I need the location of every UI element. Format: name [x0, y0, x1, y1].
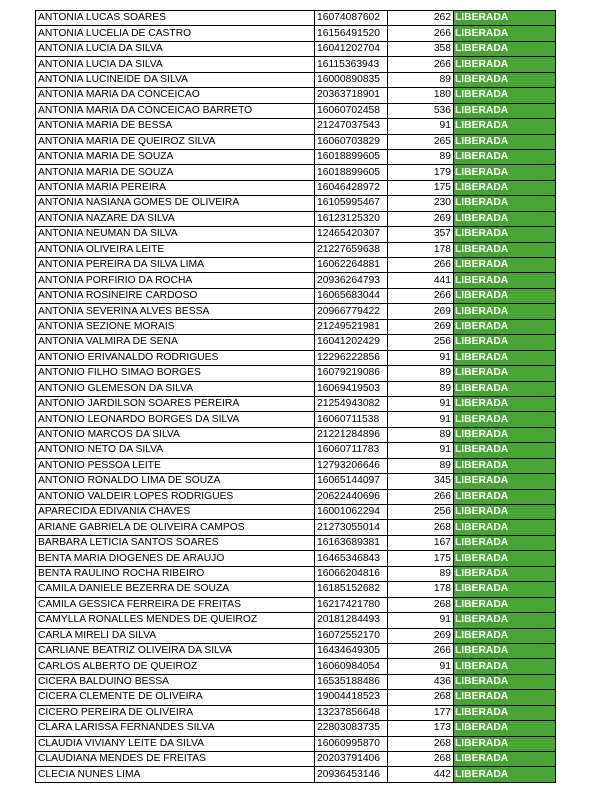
table-row: [36, 149, 556, 164]
id-cell: 16060703829: [315, 134, 388, 149]
id-cell: 16185152682: [315, 582, 388, 597]
id-cell: 16018899605: [315, 149, 388, 164]
value-cell: 358: [388, 41, 454, 56]
value-cell: 91: [388, 119, 454, 134]
value-cell: 262: [388, 11, 454, 26]
status-badge: LIBERADA: [454, 103, 556, 118]
value-cell: 179: [388, 165, 454, 180]
table-row: [36, 721, 556, 736]
status-badge: LIBERADA: [454, 597, 556, 612]
value-cell: 269: [388, 304, 454, 319]
table-row: [36, 520, 556, 535]
name-cell: BARBARA LETICIA SANTOS SOARES: [36, 535, 315, 550]
id-cell: 12465420307: [315, 227, 388, 242]
id-cell: 21273055014: [315, 520, 388, 535]
table-row: [36, 258, 556, 273]
value-cell: 89: [388, 458, 454, 473]
id-cell: 16163689381: [315, 535, 388, 550]
table-row: [36, 57, 556, 72]
status-badge: LIBERADA: [454, 319, 556, 334]
table-row: [36, 103, 556, 118]
name-cell: ANTONIA SEZIONE MORAIS: [36, 319, 315, 334]
table-row: [36, 474, 556, 489]
table-row: [36, 11, 556, 26]
id-cell: 16123125320: [315, 211, 388, 226]
name-cell: ANTONIA MARIA DA CONCEICAO: [36, 88, 315, 103]
status-badge: LIBERADA: [454, 196, 556, 211]
value-cell: 345: [388, 474, 454, 489]
value-cell: 89: [388, 149, 454, 164]
status-badge: LIBERADA: [454, 242, 556, 257]
status-badge: LIBERADA: [454, 443, 556, 458]
status-badge: LIBERADA: [454, 88, 556, 103]
id-cell: 16041202429: [315, 335, 388, 350]
name-cell: ANTONIA MARIA DE BESSA: [36, 119, 315, 134]
id-cell: 22803083735: [315, 721, 388, 736]
table-row: [36, 366, 556, 381]
id-cell: 16115363943: [315, 57, 388, 72]
id-cell: 21254943082: [315, 396, 388, 411]
table-row: [36, 690, 556, 705]
status-badge: LIBERADA: [454, 752, 556, 767]
status-badge: LIBERADA: [454, 335, 556, 350]
status-badge: LIBERADA: [454, 258, 556, 273]
status-badge: LIBERADA: [454, 366, 556, 381]
status-badge: LIBERADA: [454, 288, 556, 303]
name-cell: ANTONIA LUCIA DA SILVA: [36, 41, 315, 56]
id-cell: 19004418523: [315, 690, 388, 705]
status-badge: LIBERADA: [454, 489, 556, 504]
name-cell: ANTONIA NASIANA GOMES DE OLIVEIRA: [36, 196, 315, 211]
value-cell: 256: [388, 505, 454, 520]
id-cell: 16060711783: [315, 443, 388, 458]
table-row: [36, 196, 556, 211]
id-cell: 16046428972: [315, 180, 388, 195]
name-cell: ANTONIA NAZARE DA SILVA: [36, 211, 315, 226]
status-badge: LIBERADA: [454, 690, 556, 705]
status-badge: LIBERADA: [454, 674, 556, 689]
name-cell: CLAUDIA VIVIANY LEITE DA SILVA: [36, 736, 315, 751]
id-cell: 20203791406: [315, 752, 388, 767]
value-cell: 269: [388, 211, 454, 226]
table-row: [36, 319, 556, 334]
name-cell: CICERO PEREIRA DE OLIVEIRA: [36, 705, 315, 720]
table-row: [36, 427, 556, 442]
status-badge: LIBERADA: [454, 396, 556, 411]
value-cell: 256: [388, 335, 454, 350]
name-cell: ANTONIO MARCOS DA SILVA: [36, 427, 315, 442]
id-cell: 16018899605: [315, 165, 388, 180]
status-badge: LIBERADA: [454, 659, 556, 674]
name-cell: BENTA RAULINO ROCHA RIBEIRO: [36, 566, 315, 581]
value-cell: 266: [388, 258, 454, 273]
id-cell: 16060711538: [315, 412, 388, 427]
table-row: [36, 180, 556, 195]
value-cell: 268: [388, 752, 454, 767]
id-cell: 16069419503: [315, 381, 388, 396]
name-cell: ANTONIA VALMIRA DE SENA: [36, 335, 315, 350]
name-cell: ANTONIA LUCAS SOARES: [36, 11, 315, 26]
id-cell: 13237856648: [315, 705, 388, 720]
table-row: [36, 659, 556, 674]
name-cell: ANTONIO ERIVANALDO RODRIGUES: [36, 350, 315, 365]
status-badge: LIBERADA: [454, 582, 556, 597]
value-cell: 268: [388, 520, 454, 535]
id-cell: 16001062294: [315, 505, 388, 520]
name-cell: ANTONIA MARIA DE SOUZA: [36, 149, 315, 164]
value-cell: 441: [388, 273, 454, 288]
status-badge: LIBERADA: [454, 628, 556, 643]
id-cell: 16105995467: [315, 196, 388, 211]
status-badge: LIBERADA: [454, 505, 556, 520]
value-cell: 178: [388, 582, 454, 597]
value-cell: 91: [388, 613, 454, 628]
status-badge: LIBERADA: [454, 381, 556, 396]
status-badge: LIBERADA: [454, 736, 556, 751]
value-cell: 91: [388, 443, 454, 458]
name-cell: CLARA LARISSA FERNANDES SILVA: [36, 721, 315, 736]
table-row: [36, 211, 556, 226]
value-cell: 178: [388, 242, 454, 257]
id-cell: 20966779422: [315, 304, 388, 319]
name-cell: CICERA BALDUINO BESSA: [36, 674, 315, 689]
table-row: [36, 705, 556, 720]
status-badge: LIBERADA: [454, 412, 556, 427]
name-cell: CARLOS ALBERTO DE QUEIROZ: [36, 659, 315, 674]
table-body: [36, 11, 556, 783]
value-cell: 89: [388, 566, 454, 581]
id-cell: 16074087602: [315, 11, 388, 26]
table-row: [36, 381, 556, 396]
id-cell: 21227659638: [315, 242, 388, 257]
value-cell: 91: [388, 396, 454, 411]
table-row: [36, 643, 556, 658]
value-cell: 91: [388, 412, 454, 427]
beneficiary-table: [35, 10, 556, 783]
id-cell: 21247037543: [315, 119, 388, 134]
id-cell: 16062264881: [315, 258, 388, 273]
value-cell: 266: [388, 643, 454, 658]
name-cell: ANTONIA MARIA DE QUEIROZ SILVA: [36, 134, 315, 149]
name-cell: ANTONIA LUCELIA DE CASTRO: [36, 26, 315, 41]
id-cell: 20936453146: [315, 767, 388, 782]
id-cell: 16066204816: [315, 566, 388, 581]
value-cell: 89: [388, 427, 454, 442]
value-cell: 269: [388, 628, 454, 643]
value-cell: 180: [388, 88, 454, 103]
name-cell: ANTONIA PEREIRA DA SILVA LIMA: [36, 258, 315, 273]
id-cell: 12793206646: [315, 458, 388, 473]
status-badge: LIBERADA: [454, 350, 556, 365]
status-badge: LIBERADA: [454, 535, 556, 550]
value-cell: 91: [388, 659, 454, 674]
table-row: [36, 396, 556, 411]
id-cell: 16060995870: [315, 736, 388, 751]
value-cell: 436: [388, 674, 454, 689]
table-row: [36, 489, 556, 504]
table-row: [36, 412, 556, 427]
table-row: [36, 443, 556, 458]
id-cell: 21221284896: [315, 427, 388, 442]
table-row: [36, 288, 556, 303]
id-cell: 16217421780: [315, 597, 388, 612]
name-cell: ANTONIO VALDEIR LOPES RODRIGUES: [36, 489, 315, 504]
table-row: [36, 736, 556, 751]
value-cell: 177: [388, 705, 454, 720]
status-badge: LIBERADA: [454, 613, 556, 628]
table-row: [36, 767, 556, 782]
table-row: [36, 242, 556, 257]
value-cell: 266: [388, 57, 454, 72]
id-cell: 16065683044: [315, 288, 388, 303]
id-cell: 16041202704: [315, 41, 388, 56]
name-cell: ANTONIO RONALDO LIMA DE SOUZA: [36, 474, 315, 489]
id-cell: 16060984054: [315, 659, 388, 674]
table-row: [36, 227, 556, 242]
name-cell: ANTONIO PESSOA LEITE: [36, 458, 315, 473]
table-row: [36, 134, 556, 149]
id-cell: 16156491520: [315, 26, 388, 41]
id-cell: 20622440696: [315, 489, 388, 504]
value-cell: 268: [388, 690, 454, 705]
table-row: [36, 350, 556, 365]
id-cell: 16000890835: [315, 72, 388, 87]
name-cell: CAMYLLA RONALLES MENDES DE QUEIROZ: [36, 613, 315, 628]
value-cell: 91: [388, 350, 454, 365]
value-cell: 89: [388, 72, 454, 87]
value-cell: 89: [388, 366, 454, 381]
status-badge: LIBERADA: [454, 705, 556, 720]
value-cell: 266: [388, 288, 454, 303]
table-row: [36, 752, 556, 767]
name-cell: ANTONIO NETO DA SILVA: [36, 443, 315, 458]
name-cell: ANTONIA MARIA PEREIRA: [36, 180, 315, 195]
name-cell: CARLIANE BEATRIZ OLIVEIRA DA SILVA: [36, 643, 315, 658]
table-row: [36, 41, 556, 56]
status-badge: LIBERADA: [454, 165, 556, 180]
id-cell: 20363718901: [315, 88, 388, 103]
status-badge: LIBERADA: [454, 520, 556, 535]
value-cell: 173: [388, 721, 454, 736]
name-cell: CICERA CLEMENTE DE OLIVEIRA: [36, 690, 315, 705]
table-row: [36, 88, 556, 103]
id-cell: 16072552170: [315, 628, 388, 643]
id-cell: 16065144097: [315, 474, 388, 489]
status-badge: LIBERADA: [454, 767, 556, 782]
value-cell: 230: [388, 196, 454, 211]
id-cell: 16434649305: [315, 643, 388, 658]
value-cell: 175: [388, 180, 454, 195]
name-cell: ANTONIA MARIA DE SOUZA: [36, 165, 315, 180]
status-badge: LIBERADA: [454, 227, 556, 242]
table-row: [36, 72, 556, 87]
table-row: [36, 165, 556, 180]
name-cell: ANTONIO FILHO SIMAO BORGES: [36, 366, 315, 381]
status-badge: LIBERADA: [454, 458, 556, 473]
id-cell: 20936264793: [315, 273, 388, 288]
table-row: [36, 674, 556, 689]
id-cell: 12296222856: [315, 350, 388, 365]
name-cell: BENTA MARIA DIOGENES DE ARAUJO: [36, 551, 315, 566]
name-cell: ANTONIA ROSINEIRE CARDOSO: [36, 288, 315, 303]
name-cell: APARECIDA EDIVANIA CHAVES: [36, 505, 315, 520]
status-badge: LIBERADA: [454, 149, 556, 164]
value-cell: 357: [388, 227, 454, 242]
name-cell: ANTONIA NEUMAN DA SILVA: [36, 227, 315, 242]
status-badge: LIBERADA: [454, 72, 556, 87]
id-cell: 16535188486: [315, 674, 388, 689]
value-cell: 266: [388, 489, 454, 504]
value-cell: 268: [388, 597, 454, 612]
status-badge: LIBERADA: [454, 427, 556, 442]
id-cell: 16079219086: [315, 366, 388, 381]
value-cell: 536: [388, 103, 454, 118]
id-cell: 21249521981: [315, 319, 388, 334]
name-cell: ANTONIA MARIA DA CONCEICAO BARRETO: [36, 103, 315, 118]
table-row: [36, 628, 556, 643]
id-cell: 20181284493: [315, 613, 388, 628]
status-badge: LIBERADA: [454, 26, 556, 41]
name-cell: ANTONIA LUCIA DA SILVA: [36, 57, 315, 72]
value-cell: 442: [388, 767, 454, 782]
status-badge: LIBERADA: [454, 134, 556, 149]
name-cell: ANTONIA PORFIRIO DA ROCHA: [36, 273, 315, 288]
table-row: [36, 551, 556, 566]
value-cell: 167: [388, 535, 454, 550]
table-row: [36, 582, 556, 597]
name-cell: ANTONIA SEVERINA ALVES BESSA: [36, 304, 315, 319]
value-cell: 268: [388, 736, 454, 751]
name-cell: CLECIA NUNES LIMA: [36, 767, 315, 782]
name-cell: CLAUDIANA MENDES DE FREITAS: [36, 752, 315, 767]
status-badge: LIBERADA: [454, 566, 556, 581]
name-cell: ANTONIO LEONARDO BORGES DA SILVA: [36, 412, 315, 427]
name-cell: CAMILA GESSICA FERREIRA DE FREITAS: [36, 597, 315, 612]
status-badge: LIBERADA: [454, 474, 556, 489]
name-cell: ANTONIO JARDILSON SOARES PEREIRA: [36, 396, 315, 411]
status-badge: LIBERADA: [454, 41, 556, 56]
value-cell: 175: [388, 551, 454, 566]
status-badge: LIBERADA: [454, 273, 556, 288]
table-row: [36, 597, 556, 612]
table-row: [36, 458, 556, 473]
name-cell: CAMILA DANIELE BEZERRA DE SOUZA: [36, 582, 315, 597]
name-cell: ARIANE GABRIELA DE OLIVEIRA CAMPOS: [36, 520, 315, 535]
table-row: [36, 335, 556, 350]
table-row: [36, 273, 556, 288]
status-badge: LIBERADA: [454, 721, 556, 736]
name-cell: ANTONIA OLIVEIRA LEITE: [36, 242, 315, 257]
status-badge: LIBERADA: [454, 643, 556, 658]
table-row: [36, 535, 556, 550]
table-row: [36, 505, 556, 520]
status-badge: LIBERADA: [454, 180, 556, 195]
value-cell: 269: [388, 319, 454, 334]
name-cell: CARLA MIRELI DA SILVA: [36, 628, 315, 643]
status-badge: LIBERADA: [454, 11, 556, 26]
value-cell: 89: [388, 381, 454, 396]
table-row: [36, 566, 556, 581]
status-badge: LIBERADA: [454, 551, 556, 566]
table-row: [36, 119, 556, 134]
table-row: [36, 613, 556, 628]
status-badge: LIBERADA: [454, 119, 556, 134]
status-badge: LIBERADA: [454, 211, 556, 226]
table-row: [36, 304, 556, 319]
table-row: [36, 26, 556, 41]
status-badge: LIBERADA: [454, 57, 556, 72]
id-cell: 16060702458: [315, 103, 388, 118]
name-cell: ANTONIA LUCINEIDE DA SILVA: [36, 72, 315, 87]
value-cell: 266: [388, 26, 454, 41]
name-cell: ANTONIO GLEMESON DA SILVA: [36, 381, 315, 396]
id-cell: 16465346843: [315, 551, 388, 566]
value-cell: 265: [388, 134, 454, 149]
status-badge: LIBERADA: [454, 304, 556, 319]
